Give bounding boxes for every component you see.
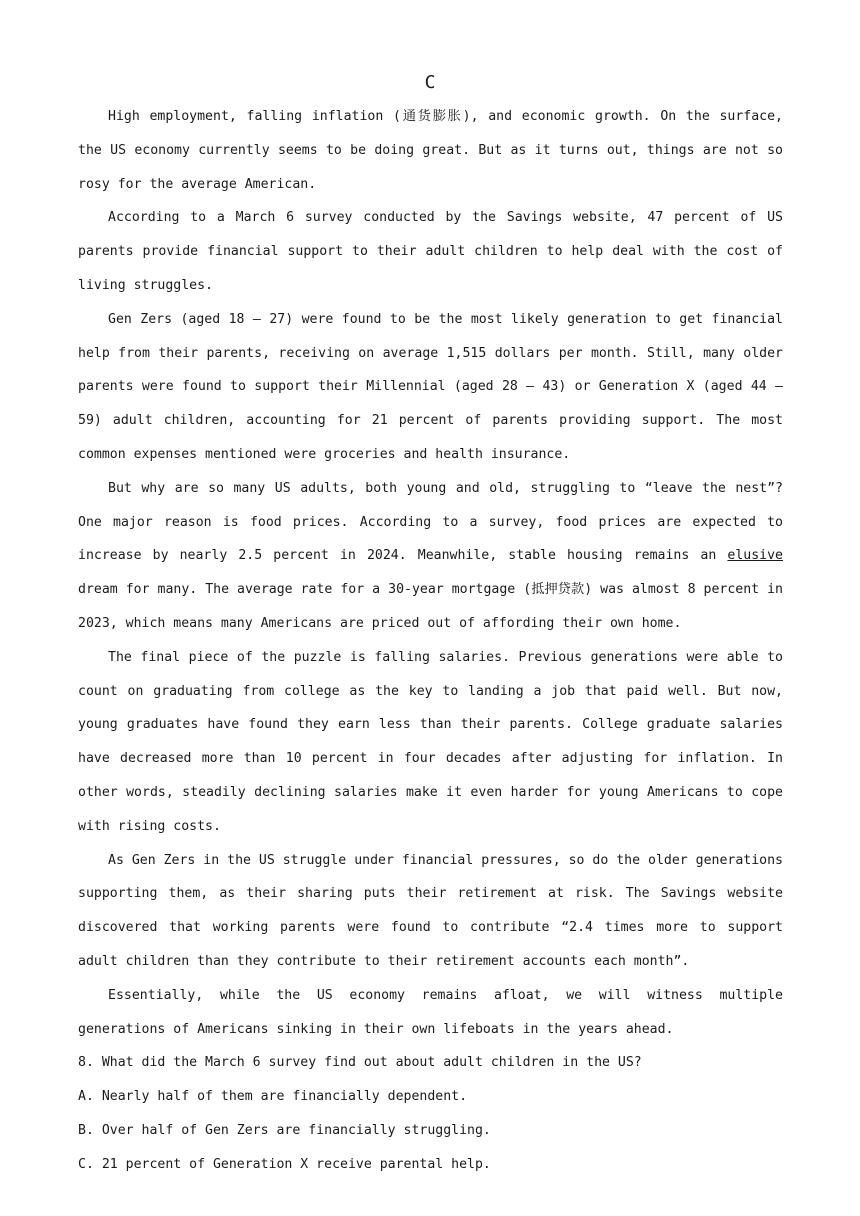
paragraph-1: High employment, falling inflation (通货膨胀), and economic growth. On the surface, the US economy currently seems to be doing great. But as it turns out, things are not so rosy for the average American. [78, 109, 783, 192]
section-heading: C [424, 72, 436, 93]
paragraph-4 [78, 472, 783, 641]
passage-body [78, 100, 783, 1182]
option-c: C. 21 percent of Generation X receive parental help. [78, 1156, 491, 1172]
underlined-word-elusive: elusive [727, 548, 783, 564]
option-a: A. Nearly half of them are financially dependent. [78, 1089, 468, 1105]
paragraph-3: Gen Zers (aged 18 — 27) were found to be the most likely generation to get financial help from their parents, receiving on average 1,515 dollars per month. Still, many older parents were found to support their Millennial (aged 28 — 43) or Generation X (aged 44 — 59) adult children, accounting for 21 percent of parents providing support. The most common expenses mentioned were groceries and health insurance. [78, 311, 783, 462]
paragraph-5: The final piece of the puzzle is falling salaries. Previous generations were able to count on graduating from college as the key to landing a job that paid well. But now, young graduates have found they earn less than their parents. College graduate salaries have decreased more than 10 percent in four decades after adjusting for inflation. In other words, steadily declining salaries make it even harder for young Americans to cope with rising costs. [78, 649, 783, 834]
paragraph-4-end: dream for many. The average rate for a 30-year mortgage (抵押贷款) was almost 8 percent in 2023, which means many Americans are priced out of affording their own home. [78, 582, 783, 631]
option-b: B. Over half of Gen Zers are financially struggling. [78, 1122, 491, 1138]
paragraph-6: As Gen Zers in the US struggle under financial pressures, so do the older generations supporting them, as their sharing puts their retirement at risk. The Savings website discovered that working parents were found to contribute “2.4 times more to support adult children than they contribute to their retirement accounts each month”. [78, 852, 783, 969]
paragraph-4-start: But why are so many US adults, both young and old, struggling to “leave the nest”? One major reason is food prices. According to a survey, food prices are expected to increase by nearly 2.5 percent in 2024. Meanwhile, stable housing remains an [78, 480, 783, 564]
paragraph-2: According to a March 6 survey conducted by the Savings website, 47 percent of US parents provide financial support to their adult children to help deal with the cost of living struggles. [78, 210, 783, 293]
paragraph-7: Essentially, while the US economy remains afloat, we will witness multiple generations of Americans sinking in their own lifeboats in the years ahead. [78, 987, 783, 1037]
question-stem: 8. What did the March 6 survey find out about adult children in the US? [78, 1055, 642, 1071]
